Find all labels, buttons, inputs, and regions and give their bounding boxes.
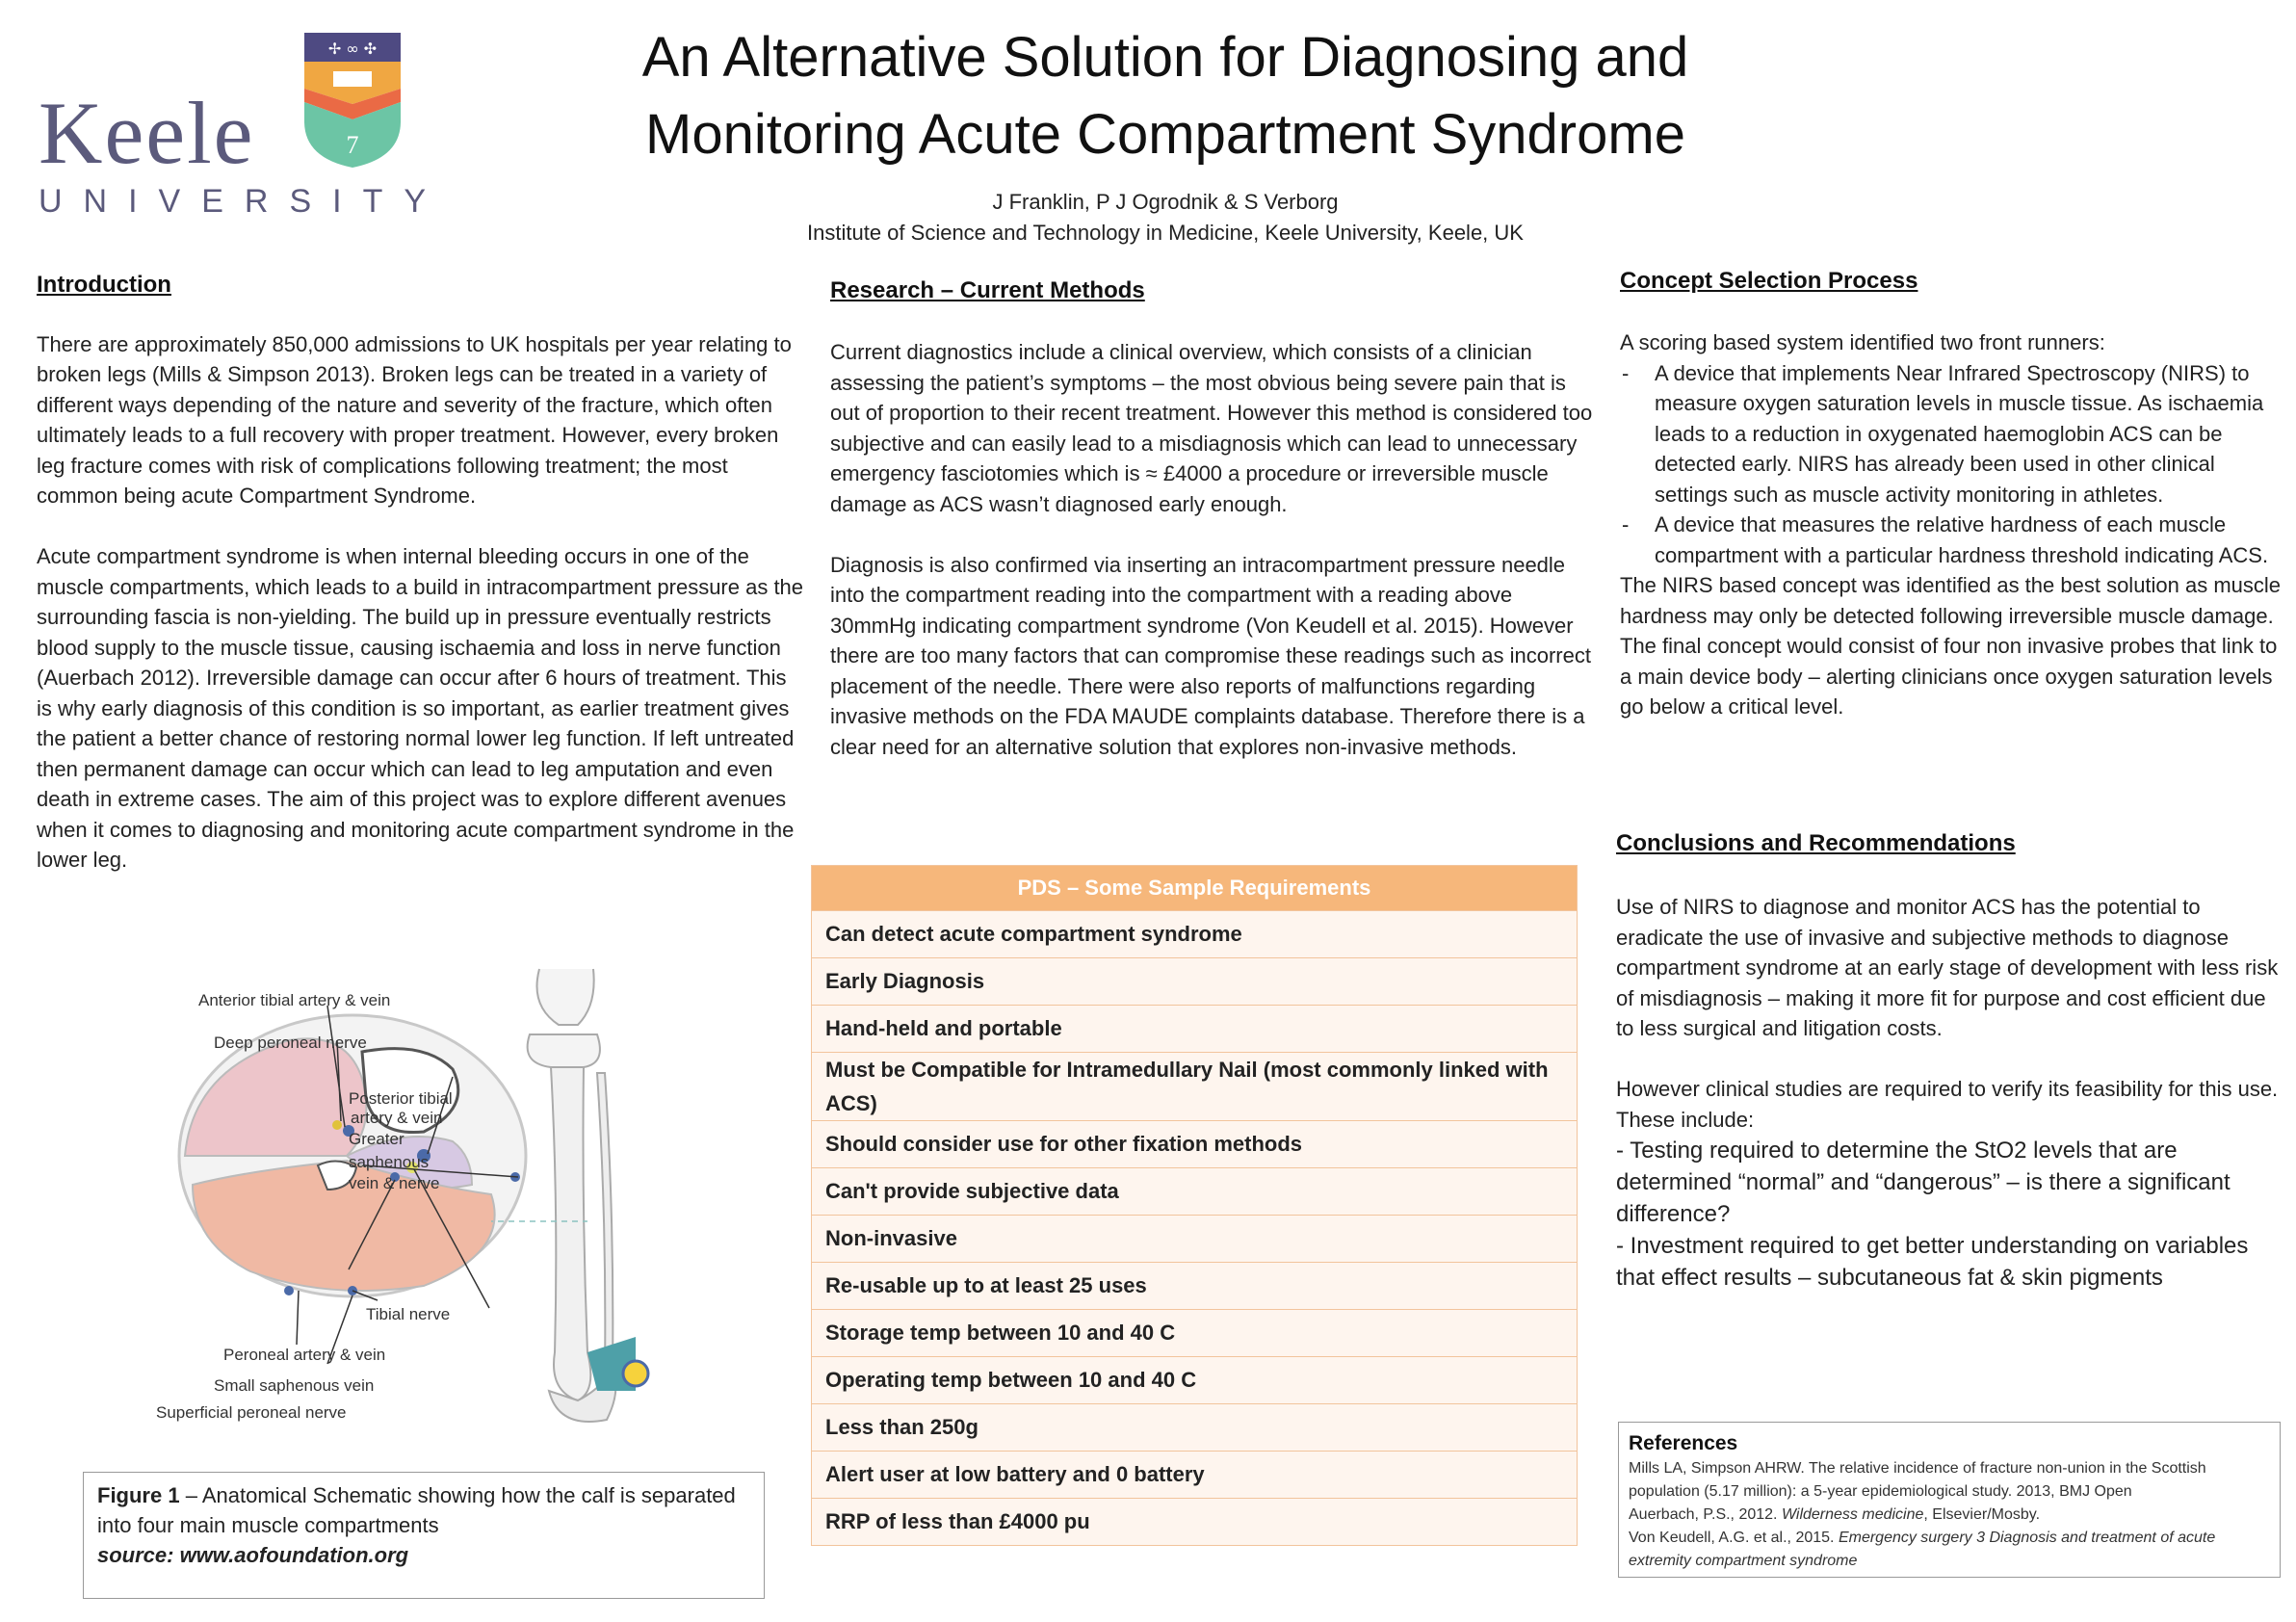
concept-section: [1620, 268, 2284, 722]
research-paragraph-2: Diagnosis is also confirmed via inserting an intracompartment pressure needle into the compartment reading into the compartment with a reading above 30mmHg indicating compartment syndrome (Von Keudell et al. 2015). However there are too many factors that can compromise these readings such as incorrect placement of the needle. There were also reports of malfunctions regarding invasive methods on the FDA MAUDE complaints database. Therefore there is a clear need for an alternative solution that explores non-invasive methods.: [830, 552, 1591, 759]
concept-heading: Concept Selection Process: [1620, 268, 1918, 294]
figure-source: source: www.aofoundation.org: [97, 1543, 409, 1567]
concept-list: [1620, 358, 2284, 571]
conclusions-paragraph-1: Use of NIRS to diagnose and monitor ACS has the potential to eradicate the use of invasive and subjective methods to diagnose compartment syndrome at an early stage of development with less risk of misdiagnosis – making it more fit for purpose and cost efficient due to less surgical and litigation costs.: [1616, 895, 2279, 1040]
conclusions-paragraph-2: However clinical studies are required to verify its feasibility for this use. These include:: [1616, 1077, 2279, 1132]
svg-text:Anterior tibial artery & vein: Anterior tibial artery & vein: [198, 991, 391, 1009]
table-row: Early Diagnosis: [812, 957, 1577, 1005]
reference-3: Von Keudell, A.G. et al., 2015. Emergency surgery 3 Diagnosis and treatment of acute extremity compartment syndrome: [1629, 1530, 2216, 1569]
references-box: [1618, 1422, 2281, 1578]
authors: J Franklin, P J Ogrodnik & S Verborg: [992, 190, 1339, 214]
table-row: RRP of less than £4000 pu: [812, 1498, 1577, 1545]
table-row: Must be Compatible for Intramedullary Nail (most commonly linked with ACS): [812, 1052, 1577, 1120]
svg-text:✢ ∞ ✣: ✢ ∞ ✣: [327, 39, 378, 58]
list-item: - A device that measures the relative hardness of each muscle compartment with a particular hardness threshold indicating ACS.: [1620, 510, 2284, 570]
svg-text:artery & vein: artery & vein: [351, 1109, 443, 1127]
poster-title: An Alternative Solution for Diagnosing and Monitoring Acute Compartment Syndrome: [641, 26, 1689, 166]
figure-caption: Figure 1 – Anatomical Schematic showing how the calf is separated into four main muscle compartments source: www.aofoundation.org: [83, 1472, 765, 1599]
table-row: Can't provide subjective data: [812, 1167, 1577, 1215]
svg-text:Greater: Greater: [349, 1130, 404, 1148]
concept-outro: The NIRS based concept was identified as the best solution as muscle hardness may only be detected following irreversible muscle damage. The final concept would consist of four non invasive probes that link to a main device body – alerting clinicians once oxygen saturation levels go below a critical level.: [1620, 573, 2282, 719]
svg-text:saphenous: saphenous: [349, 1153, 430, 1171]
research-section: [830, 277, 1601, 762]
pds-requirements-table: [811, 865, 1578, 1546]
references-heading: References: [1629, 1432, 1738, 1454]
svg-text:Superficial peroneal nerve: Superficial peroneal nerve: [156, 1403, 347, 1422]
table-row: Re-usable up to at least 25 uses: [812, 1262, 1577, 1309]
svg-text:Peroneal artery & vein: Peroneal artery & vein: [223, 1346, 386, 1364]
conclusions-bullet-1: - Testing required to determine the StO2 levels that are determined “normal” and “dangerous” – is there a significant difference?: [1616, 1138, 2231, 1227]
logo-wordmark: Keele: [39, 84, 255, 182]
table-row: Should consider use for other fixation methods: [812, 1120, 1577, 1167]
conclusions-bullet-2: - Investment required to get better understanding on variables that effect results – subcutaneous fat & skin pigments: [1616, 1233, 2249, 1291]
research-heading: Research – Current Methods: [830, 277, 1145, 303]
author-block: [539, 187, 1791, 249]
affiliation: Institute of Science and Technology in Medicine, Keele University, Keele, UK: [807, 221, 1524, 245]
svg-text:Deep peroneal nerve: Deep peroneal nerve: [214, 1033, 367, 1052]
table-row: Operating temp between 10 and 40 C: [812, 1356, 1577, 1403]
conclusions-section: [1616, 830, 2281, 1294]
svg-text:Tibial nerve: Tibial nerve: [366, 1305, 451, 1323]
concept-intro: A scoring based system identified two front runners:: [1620, 330, 2105, 354]
introduction-heading: Introduction: [37, 272, 171, 298]
table-row: Non-invasive: [812, 1215, 1577, 1262]
svg-text:vein & nerve: vein & nerve: [349, 1174, 440, 1192]
svg-text:Small saphenous vein: Small saphenous vein: [214, 1376, 375, 1395]
table-row: Can detect acute compartment syndrome: [812, 910, 1577, 957]
introduction-section: [37, 272, 807, 876]
svg-text:7: 7: [346, 131, 359, 159]
conclusions-heading: Conclusions and Recommendations: [1616, 830, 2016, 856]
pds-table-header: PDS – Some Sample Requirements: [812, 866, 1577, 910]
reference-2: Auerbach, P.S., 2012. Wilderness medicine, Elsevier/Mosby.: [1629, 1506, 2041, 1523]
svg-text:Posterior tibial: Posterior tibial: [349, 1089, 453, 1108]
table-row: Storage temp between 10 and 40 C: [812, 1309, 1577, 1356]
introduction-paragraph-2: Acute compartment syndrome is when internal bleeding occurs in one of the muscle compartments, which leads to a build in intracompartment pressure as the surrounding fascia is non-yielding. The build up in pressure eventually restricts blood supply to the muscle tissue, causing ischaemia and loss in nerve function (Auerbach 2012). Irreversible damage can occur after 6 hours of treatment. This is why early diagnosis of this condition is so important, as earlier treatment gives the patient a better chance of restoring normal lower leg function. If left untreated then permanent damage can occur which can lead to leg amputation and even death in extreme cases. The aim of this project was to explore different avenues when it comes to diagnosing and monitoring acute compartment syndrome in the lower leg.: [37, 544, 804, 872]
table-row: Hand-held and portable: [812, 1005, 1577, 1052]
table-row: Alert user at low battery and 0 battery: [812, 1451, 1577, 1498]
table-row: Less than 250g: [812, 1403, 1577, 1451]
university-crest-icon: [304, 33, 401, 168]
list-item: - A device that implements Near Infrared Spectroscopy (NIRS) to measure oxygen saturation levels in muscle tissue. As ischaemia leads to a reduction in oxygenated haemoglobin ACS can be detected early. NIRS has already been used in other clinical settings such as muscle activity monitoring in athletes.: [1620, 358, 2284, 510]
logo-subtitle: UNIVERSITY: [39, 183, 448, 220]
introduction-paragraph-1: There are approximately 850,000 admissions to UK hospitals per year relating to broken legs (Mills & Simpson 2013). Broken legs can be treated in a variety of different ways depending of the nature and severity of the fracture, which often ultimately leads to a full recovery with proper treatment. However, every broken leg fracture comes with risk of complications following treatment; the most common being acute Compartment Syndrome.: [37, 331, 792, 508]
research-paragraph-1: Current diagnostics include a clinical overview, which consists of a clinician assessing the patient’s symptoms – the most obvious being severe pain that is out of proportion to their recent treatment. However this method is considered too subjective and can easily lead to a misdiagnosis which can lead to unnecessary emergency fasciotomies which is ≈ £4000 a procedure or irreversible muscle damage as ACS wasn’t diagnosed early enough.: [830, 340, 1593, 516]
reference-1: Mills LA, Simpson AHRW. The relative incidence of fracture non-union in the Scottish population (5.17 million): a 5-year epidemiological study. 2013, BMJ Open: [1629, 1460, 2206, 1500]
leg-bone-illustration: [491, 967, 674, 1439]
